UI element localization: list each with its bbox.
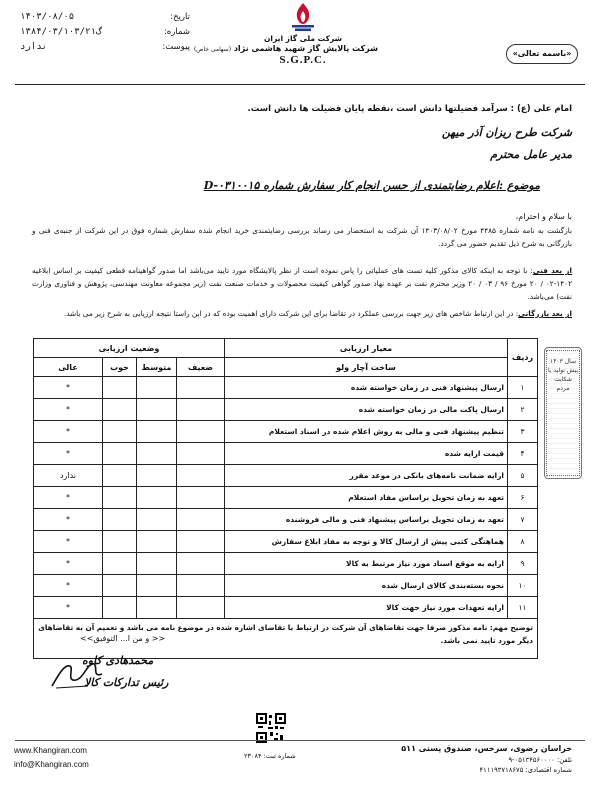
- recipient-company: شرکت طرح ریزان آذر میهن: [441, 126, 572, 139]
- signature-scribble-icon: [48, 656, 108, 692]
- row-weak: [177, 487, 225, 509]
- table-row: [34, 531, 538, 553]
- qr-code-icon: [256, 713, 286, 743]
- company-logo-block: [193, 2, 378, 66]
- row-criteria: ارایه به موقع اسناد مورد نیاز مرتبط به کالا: [225, 553, 508, 575]
- level-excellent: عالی: [34, 358, 103, 377]
- letter-meta: [20, 10, 190, 55]
- table-row: [34, 487, 538, 509]
- row-good: [103, 509, 137, 531]
- date-value: ۱۴۰۳/۰۸/۰۵: [20, 12, 75, 22]
- side-stamp-text: سال ۱۴۰۳ پیش تولید یا شکایت مردم: [546, 350, 580, 476]
- registration-number: شماره ثبت: ۲۳۰۸۴: [244, 752, 296, 760]
- row-excellent: *: [34, 443, 103, 465]
- row-weak: [177, 553, 225, 575]
- row-excellent: *: [34, 531, 103, 553]
- row-number: ۷: [508, 509, 538, 531]
- letter-subject: موضوع :اعلام رضایتمندی از حسن انجام کار سفارش شماره D-۰۳۱۰۰۱۵: [203, 179, 540, 192]
- row-number: ۱۰: [508, 575, 538, 597]
- signatory-title: رئیس تدارکات کالا: [84, 676, 169, 689]
- refinery-name: [193, 44, 378, 53]
- company-name: شرکت ملی گاز ایران: [264, 34, 342, 43]
- refinery-note: (سهامی خاص): [193, 46, 232, 53]
- commercial-label: از بعد بازرگانی: [518, 309, 572, 318]
- row-medium: [137, 443, 177, 465]
- header-divider: [15, 84, 585, 85]
- flame-logo-icon: [286, 2, 320, 32]
- salutation: با سلام و احترام،: [515, 212, 572, 221]
- table-header-row: [34, 339, 538, 358]
- row-number: ۳: [508, 421, 538, 443]
- row-number: ۹: [508, 553, 538, 575]
- imam-ali-quote: امام علی (ع) : سرآمد فضیلتها دانش است ،نقطه پایان فضیلت ها دانش است.: [247, 104, 572, 114]
- signatory-name: محمدهادی کاوه: [82, 654, 154, 667]
- row-excellent: *: [34, 575, 103, 597]
- row-medium: [137, 377, 177, 399]
- phone-number: تلفن: ۰۵۱۳۴۵۶۰۰۰۰-۹: [508, 756, 572, 764]
- row-number: ۱۱: [508, 597, 538, 619]
- row-criteria: تعهد به زمان تحویل براساس مفاد استعلام: [225, 487, 508, 509]
- row-number: ۶: [508, 487, 538, 509]
- attachment-value: ندارد: [20, 42, 48, 52]
- row-good: [103, 443, 137, 465]
- table-row: [34, 377, 538, 399]
- row-medium: [137, 465, 177, 487]
- table-subheader-row: [34, 358, 538, 377]
- row-medium: [137, 575, 177, 597]
- row-number: ۴: [508, 443, 538, 465]
- technical-text: : با توجه به اینکه کالای مذکور کلیه تست های عملیاتی را پاس نموده است از نظر پالایشگاه مورد تایید می‌باشد اما صدور گواهینامه قطعی کیفیت بر اساس ابلاغیه ۱۴۰۲-۰۲ / ۲۰ مورخ ۹۶ / ۰۳ / ۲۰ وزیر محترم نفت بر عهده نهاد صدور گواهی کیفیت محصولات و خدمات صنعت نفت (زیر مجموعه معاونت مهندسی، پژوهش و فناوری وزارت نفت) می‌باشد.: [32, 266, 573, 301]
- level-weak: ضعیف: [177, 358, 225, 377]
- website-link[interactable]: www.Khangiran.com: [14, 746, 87, 755]
- paragraph-technical: [32, 264, 572, 303]
- table-body: [34, 377, 538, 619]
- row-number: ۸: [508, 531, 538, 553]
- row-weak: [177, 465, 225, 487]
- row-criteria: هماهنگی کتبی پیش از ارسال کالا و توجه به مفاد ابلاغ سفارش: [225, 531, 508, 553]
- attachment-label: پیوست:: [162, 42, 190, 52]
- row-medium: [137, 421, 177, 443]
- row-number: ۵: [508, 465, 538, 487]
- row-number: ۱: [508, 377, 538, 399]
- row-good: [103, 465, 137, 487]
- table-row: [34, 399, 538, 421]
- recipient-title: مدیر عامل محترم: [490, 148, 572, 161]
- table-row: [34, 443, 538, 465]
- row-good: [103, 597, 137, 619]
- table-footnote: توضیح مهم: نامه مذکور صرفا جهت تقاضاهای آن شرکت در ارتباط با تقاضای اشاره شده در موضوع نامه می باشد و تعمیم آن به تقاضاهای دیگر مورد تایید نمی باشد.: [34, 619, 538, 659]
- refinery-name-text: شرکت پالایش گاز شهید هاشمی نژاد: [233, 44, 378, 53]
- row-criteria: ارسال پیشنهاد فنی در زمان خواسته شده: [225, 377, 508, 399]
- row-criteria: ارایه تعهدات مورد نیاز جهت کالا: [225, 597, 508, 619]
- row-medium: [137, 553, 177, 575]
- email-link[interactable]: info@Khangiran.com: [14, 760, 89, 769]
- row-medium: [137, 487, 177, 509]
- row-criteria: ارسال پاکت مالی در زمان خواسته شده: [225, 399, 508, 421]
- closing-phrase: << و من ا... التوفیق>>: [80, 634, 166, 643]
- number-label: شماره:: [163, 27, 190, 37]
- number-value: ۱۳۸۴/۰۳/۱۰۳/۲۱گ: [20, 27, 102, 37]
- row-criteria: تعهد به زمان تحویل براساس پیشنهاد فنی و مالی فروشنده: [225, 509, 508, 531]
- table-row: [34, 597, 538, 619]
- row-medium: [137, 531, 177, 553]
- bismillah-badge: «باسمه تعالی»: [506, 44, 578, 64]
- table-row: [34, 509, 538, 531]
- table-row: [34, 421, 538, 443]
- row-weak: [177, 399, 225, 421]
- row-number: ۲: [508, 399, 538, 421]
- table-row: [34, 465, 538, 487]
- row-medium: [137, 399, 177, 421]
- row-weak: [177, 597, 225, 619]
- paragraph-commercial: [32, 307, 572, 320]
- table-row: [34, 575, 538, 597]
- date-label: تاریخ:: [170, 12, 190, 22]
- row-weak: [177, 575, 225, 597]
- row-excellent: *: [34, 421, 103, 443]
- row-good: [103, 531, 137, 553]
- row-good: [103, 399, 137, 421]
- row-excellent: *: [34, 553, 103, 575]
- row-criteria: نحوه بسته‌بندی کالای ارسال شده: [225, 575, 508, 597]
- postal-address: خراسان رضوی، سرخس، صندوق پستی ۵۱۱: [401, 744, 572, 753]
- row-criteria: تنظیم پیشنهاد فنی و مالی به روش اعلام شده در اسناد استعلام: [225, 421, 508, 443]
- row-good: [103, 487, 137, 509]
- level-good: خوب: [103, 358, 137, 377]
- table-row: [34, 553, 538, 575]
- row-weak: [177, 509, 225, 531]
- row-good: [103, 553, 137, 575]
- row-excellent: *: [34, 377, 103, 399]
- col-status: وضعیت ارزیابی: [34, 339, 225, 358]
- row-good: [103, 575, 137, 597]
- row-excellent: *: [34, 399, 103, 421]
- row-medium: [137, 597, 177, 619]
- paragraph-intro: بازگشت به نامه شماره ۴۴۸۵ مورخ ۱۴۰۳/۰۸/۰۲ آن شرکت به استحضار می رساند بررسی رضایتمندی خرید انجام شده سفارش شماره فوق در این شرکت از جنبه‌ی فنی و بازرگانی به شرح ذیل تقدیم حضور می گردد.: [32, 226, 572, 248]
- side-stamp: [544, 347, 582, 479]
- footer-divider: [15, 740, 585, 741]
- row-weak: [177, 421, 225, 443]
- row-excellent: *: [34, 597, 103, 619]
- row-weak: [177, 531, 225, 553]
- row-weak: [177, 377, 225, 399]
- commercial-text: : در این ارتباط شاخص های زیر جهت بررسی عملکرد در تقاضا برای این شرکت دارای اهمیت بوده که در این راستا نتیجه ارزیابی به شرح زیر می باشد.: [63, 309, 519, 318]
- row-criteria: قیمت ارایه شده: [225, 443, 508, 465]
- row-medium: [137, 509, 177, 531]
- row-criteria: ارایه ضمانت نامه‌های بانکی در موعد مقرر: [225, 465, 508, 487]
- technical-label: از بعد فنی: [532, 266, 573, 275]
- sub-criteria: ساخت آچار ولو: [225, 358, 508, 377]
- row-good: [103, 377, 137, 399]
- row-weak: [177, 443, 225, 465]
- row-excellent: *: [34, 509, 103, 531]
- sgpc-abbrev: S.G.P.C.: [279, 54, 327, 66]
- economic-code: شماره اقتصادی: ۴۱۱۱۹۳۷۱۸۶۷۵: [479, 766, 572, 774]
- level-medium: متوسط: [137, 358, 177, 377]
- row-excellent: *: [34, 487, 103, 509]
- row-excellent: ندارد: [34, 465, 103, 487]
- evaluation-table: [33, 338, 538, 659]
- col-criteria: معیار ارزیابی: [225, 339, 508, 358]
- row-good: [103, 421, 137, 443]
- col-radif: ردیف: [508, 339, 538, 377]
